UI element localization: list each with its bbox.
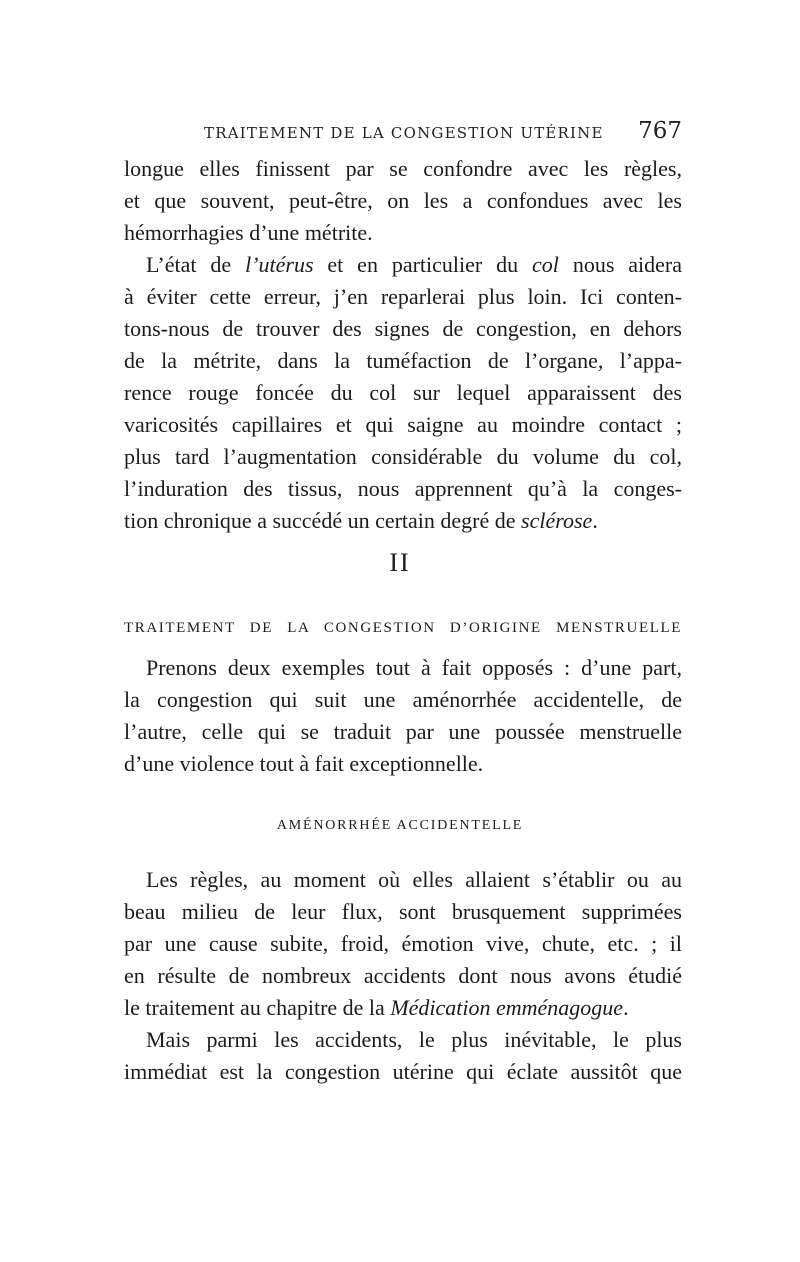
running-title: TRAITEMENT DE LA CONGESTION UTÉRINE (204, 124, 604, 142)
text-line (124, 505, 682, 537)
text-fragment: nous aidera (558, 252, 683, 277)
italic-term: Médication emménagogue (390, 995, 624, 1020)
paragraph-accidents (124, 1024, 682, 1088)
text-line: tons-nous de trouver des signes de congestion, en dehors (124, 316, 682, 341)
text-line: l’autre, celle qui se traduit par une poussée menstruelle (124, 719, 682, 744)
paragraph-examples (124, 652, 682, 780)
text-line: de la métrite, dans la tuméfaction de l’organe, l’appa- (124, 348, 682, 373)
running-header (124, 118, 682, 148)
text-line: Prenons deux exemples tout à fait opposés : d’une part, (146, 655, 682, 680)
paragraph-continuation (124, 153, 682, 249)
text-line: Les règles, au moment où elles allaient s’établir ou au (146, 867, 682, 892)
text-line (124, 249, 682, 281)
text-line: Mais parmi les accidents, le plus inévitable, le plus (146, 1027, 682, 1052)
text-line (124, 992, 682, 1024)
text-line: beau milieu de leur flux, sont brusquement supprimées (124, 899, 682, 924)
text-line: hémorrhagies d’une métrite. (124, 220, 373, 245)
text-line: rence rouge foncée du col sur lequel apparaissent des (124, 380, 682, 405)
section-title: TRAITEMENT DE LA CONGESTION D’ORIGINE MENSTRUELLE (124, 620, 682, 636)
text-line: et que souvent, peut-être, on les a confondues avec les (124, 188, 682, 213)
text-fragment: et en particulier du (313, 252, 533, 277)
text-fragment: . (623, 995, 629, 1020)
paragraph-rules-suppressed (124, 864, 682, 1024)
italic-term: l’utérus (245, 252, 314, 277)
section-number: II (389, 548, 411, 577)
text-line: l’induration des tissus, nous apprennent qu’à la conges- (124, 476, 682, 501)
text-line: immédiat est la congestion utérine qui éclate aussitôt que (124, 1059, 682, 1084)
subsection-title: AMÉNORRHÉE ACCIDENTELLE (276, 818, 524, 833)
page-number: 767 (638, 118, 682, 144)
text-line: en résulte de nombreux accidents dont nous avons étudié (124, 963, 682, 988)
text-fragment: L’état de (146, 252, 246, 277)
text-line: longue elles finissent par se confondre avec les règles, (124, 156, 682, 181)
text-fragment: tion chronique a succédé un certain degré de (124, 508, 522, 533)
text-line: d’une violence tout à fait exceptionnelle. (124, 751, 484, 776)
text-line: varicosités capillaires et qui saigne au moindre contact ; (124, 412, 682, 437)
text-fragment: le traitement au chapitre de la (124, 995, 391, 1020)
text-line: à éviter cette erreur, j’en reparlerai plus loin. Ici conten- (124, 284, 682, 309)
text-fragment: . (592, 508, 598, 533)
italic-term: col (532, 252, 559, 277)
text-line: la congestion qui suit une aménorrhée accidentelle, de (124, 687, 682, 712)
paragraph-uterus-state (124, 249, 682, 537)
italic-term: sclérose (521, 508, 593, 533)
text-line: plus tard l’augmentation considérable du volume du col, (124, 444, 682, 469)
text-line: par une cause subite, froid, émotion vive, chute, etc. ; il (124, 931, 682, 956)
